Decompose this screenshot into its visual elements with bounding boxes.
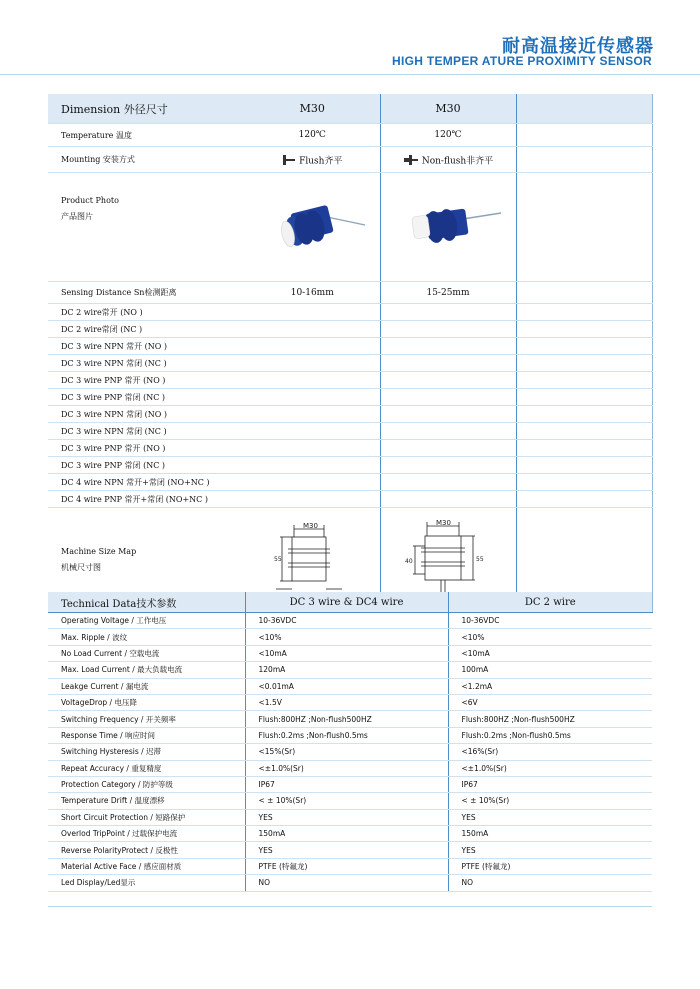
drawing-m30-label-1: M30 [303, 521, 319, 530]
value-2-wire: <6V [448, 694, 652, 710]
table-row [48, 678, 652, 694]
value-3-4-wire: < ± 10%(Sr) [245, 793, 448, 809]
mounting-value-2-text: Non-flush非齐平 [421, 156, 494, 166]
parameter-label: No Load Current / 空载电流 [48, 645, 245, 661]
parameter-label: Max. Load Current / 最大负载电流 [48, 662, 245, 678]
value-3-4-wire: PTFE (特氟龙) [245, 858, 448, 874]
parameter-label: Response Time / 响应时间 [48, 727, 245, 743]
value-2-wire: IP67 [448, 776, 652, 792]
output-row [48, 491, 652, 508]
product-photo-1 [245, 173, 380, 282]
header-title-en: HIGH TEMPER ATURE PROXIMITY SENSOR [391, 54, 652, 68]
dimension-label: Dimension 外径尺寸 [48, 94, 245, 124]
value-2-wire: <10mA [448, 645, 652, 661]
empty-cell [516, 282, 652, 304]
parameter-label: Led Display/Led显示 [48, 875, 245, 891]
drawing-55-label-2: 55 [476, 555, 484, 563]
sensing-row [48, 282, 652, 304]
product-photo-label-cn: 产品图片 [61, 212, 93, 221]
output-label: DC 3 wire NPN 常闭 (NO ) [48, 406, 245, 423]
model-2: M30 [380, 94, 516, 124]
parameter-label: Switching Hysteresis / 迟滞 [48, 744, 245, 760]
table-row [48, 776, 652, 792]
non-flush-dimension-drawing [393, 516, 503, 602]
output-row [48, 304, 652, 321]
value-2-wire: 150mA [448, 826, 652, 842]
value-3-4-wire: 150mA [245, 826, 448, 842]
parameter-label: Temperature Drift / 温度漂移 [48, 793, 245, 809]
output-label: DC 3 wire NPN 常闭 (NC ) [48, 423, 245, 440]
output-row [48, 338, 652, 355]
table-row [48, 809, 652, 825]
output-label: DC 3 wire PNP 常闭 (NC ) [48, 457, 245, 474]
table-row [48, 858, 652, 874]
parameter-label: Repeat Accuracy / 重复精度 [48, 760, 245, 776]
sensing-value-1: 10-16mm [245, 282, 380, 304]
output-row [48, 457, 652, 474]
output-row [48, 423, 652, 440]
value-3-4-wire: YES [245, 842, 448, 858]
table-row [48, 629, 652, 645]
output-label: DC 2 wire常开 (NO ) [48, 304, 245, 321]
value-3-4-wire: Flush:0.2ms ;Non-flush0.5ms [245, 727, 448, 743]
parameter-label: Overlod TripPoint / 过载保护电流 [48, 826, 245, 842]
value-3-4-wire: <1.5V [245, 694, 448, 710]
parameter-label: Reverse PolarityProtect / 反极性 [48, 842, 245, 858]
value-2-wire: YES [448, 842, 652, 858]
technical-data-table [48, 592, 652, 892]
table-row [48, 875, 652, 891]
parameter-label: Short Circuit Protection / 短路保护 [48, 809, 245, 825]
value-2-wire: PTFE (特氟龙) [448, 858, 652, 874]
value-3-4-wire: NO [245, 875, 448, 891]
output-label: DC 3 wire PNP 常开 (NO ) [48, 372, 245, 389]
mounting-value-1-text: Flush齐平 [299, 156, 343, 166]
machine-size-label-cn: 机械尺寸图 [61, 563, 101, 572]
value-2-wire: <16%(Sr) [448, 744, 652, 760]
output-label: DC 4 wire PNP 常开+常闭 (NO+NC ) [48, 491, 245, 508]
flush-dimension-drawing [262, 519, 362, 599]
value-2-wire: <1.2mA [448, 678, 652, 694]
table-row [48, 727, 652, 743]
output-label: DC 3 wire NPN 常闭 (NC ) [48, 355, 245, 372]
value-3-4-wire: YES [245, 809, 448, 825]
parameter-label: Material Active Face / 感应面材质 [48, 858, 245, 874]
empty-cell [516, 94, 652, 124]
empty-cell [516, 173, 652, 282]
value-2-wire: 100mA [448, 662, 652, 678]
empty-cell [516, 124, 652, 147]
parameter-label: VoltageDrop / 电压降 [48, 694, 245, 710]
drawing-55-label-1: 55 [274, 555, 282, 563]
output-row [48, 372, 652, 389]
output-row [48, 389, 652, 406]
header-title-cn: 耐高温接近传感器 [502, 36, 654, 57]
parameter-label: Leakge Current / 漏电流 [48, 678, 245, 694]
parameter-label: Switching Frequency / 开关频率 [48, 711, 245, 727]
output-label: DC 4 wire NPN 常开+常闭 (NO+NC ) [48, 474, 245, 491]
technical-header-row [48, 592, 652, 613]
value-2-wire: Flush:800HZ ;Non-flush500HZ [448, 711, 652, 727]
value-3-4-wire: <10mA [245, 645, 448, 661]
header-rule [0, 74, 700, 75]
product-photo-label [48, 173, 245, 282]
value-3-4-wire: <±1.0%(Sr) [245, 760, 448, 776]
table-row [48, 842, 652, 858]
output-row [48, 321, 652, 338]
temperature-value-1: 120℃ [245, 124, 380, 147]
column-header-2-wire: DC 2 wire [448, 592, 652, 613]
model-1: M30 [245, 94, 380, 124]
non-flush-sensor-image [393, 191, 503, 261]
technical-data-title: Technical Data技术参数 [48, 592, 245, 613]
sensing-label: Sensing Distance Sn检测距离 [48, 282, 245, 304]
value-3-4-wire: <15%(Sr) [245, 744, 448, 760]
output-row [48, 355, 652, 372]
output-label: DC 3 wire NPN 常开 (NO ) [48, 338, 245, 355]
product-photo-row [48, 173, 652, 282]
mounting-label: Mounting 安装方式 [48, 147, 245, 173]
temperature-value-2: 120℃ [380, 124, 516, 147]
sensing-value-2: 15-25mm [380, 282, 516, 304]
mounting-value-2 [380, 147, 516, 173]
empty-cell [516, 147, 652, 173]
output-label: DC 3 wire PNP 常闭 (NC ) [48, 389, 245, 406]
spec-table [48, 94, 653, 613]
parameter-label: Protection Category / 防护等级 [48, 776, 245, 792]
value-3-4-wire: Flush:800HZ ;Non-flush500HZ [245, 711, 448, 727]
table-row [48, 826, 652, 842]
drawing-40-label: 40 [405, 557, 413, 565]
flush-sensor-image [257, 191, 367, 261]
value-3-4-wire: <10% [245, 629, 448, 645]
output-label: DC 2 wire常闭 (NC ) [48, 321, 245, 338]
table-row [48, 711, 652, 727]
product-photo-2 [380, 173, 516, 282]
value-3-4-wire: IP67 [245, 776, 448, 792]
value-3-4-wire: 120mA [245, 662, 448, 678]
footer-rule [48, 906, 652, 907]
value-3-4-wire: <0.01mA [245, 678, 448, 694]
column-header-3-4-wire: DC 3 wire & DC4 wire [245, 592, 448, 613]
table-row [48, 645, 652, 661]
temperature-row [48, 124, 652, 147]
output-row [48, 474, 652, 491]
output-row [48, 406, 652, 423]
value-3-4-wire: 10-36VDC [245, 613, 448, 629]
table-row [48, 694, 652, 710]
table-row [48, 662, 652, 678]
mounting-row [48, 147, 652, 173]
flush-mount-icon [282, 153, 296, 167]
value-2-wire: Flush:0.2ms ;Non-flush0.5ms [448, 727, 652, 743]
table-row [48, 744, 652, 760]
value-2-wire: 10-36VDC [448, 613, 652, 629]
output-row [48, 440, 652, 457]
non-flush-mount-icon [403, 153, 419, 167]
value-2-wire: <10% [448, 629, 652, 645]
mounting-value-1 [245, 147, 380, 173]
table-row [48, 613, 652, 629]
machine-size-label-en: Machine Size Map [61, 547, 137, 556]
value-2-wire: YES [448, 809, 652, 825]
value-2-wire: <±1.0%(Sr) [448, 760, 652, 776]
table-row [48, 793, 652, 809]
parameter-label: Operating Voltage / 工作电压 [48, 613, 245, 629]
spec-header-row [48, 94, 652, 124]
output-label: DC 3 wire PNP 常开 (NO ) [48, 440, 245, 457]
drawing-m30-label-2: M30 [436, 518, 451, 527]
technical-data-body [48, 613, 652, 892]
temperature-label: Temperature 温度 [48, 124, 245, 147]
value-2-wire: NO [448, 875, 652, 891]
parameter-label: Max. Ripple / 波纹 [48, 629, 245, 645]
table-row [48, 760, 652, 776]
product-photo-label-en: Product Photo [61, 196, 119, 205]
value-2-wire: < ± 10%(Sr) [448, 793, 652, 809]
